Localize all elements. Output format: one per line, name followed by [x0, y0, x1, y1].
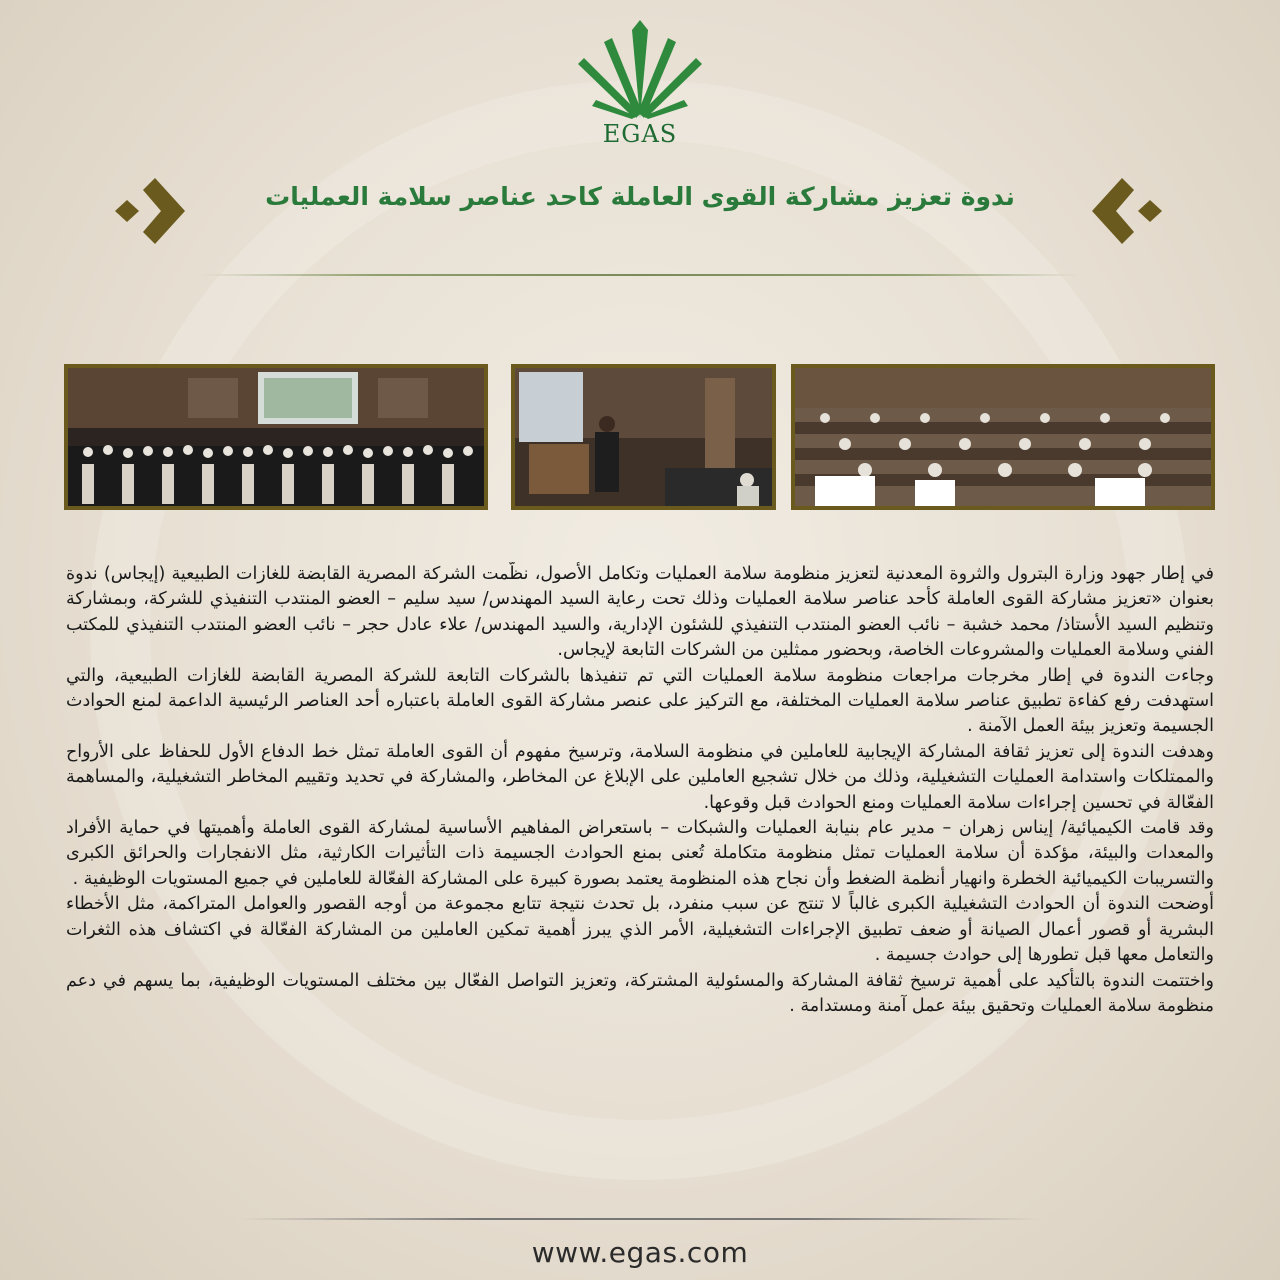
- article-body: [66, 562, 1214, 1202]
- audience-seated-image: [795, 368, 1211, 506]
- egas-logo: [570, 20, 710, 155]
- paragraph: وجاءت الندوة في إطار مخرجات مراجعات منظومة سلامة العمليات التي تم تنفيذها بالشركات التابعة للشركة المصرية القابضة للغازات الطبيعية، والتي استهدفت رفع كفاءة تطبيق عناصر سلامة العمليات المختلفة، مع التركيز على عنصر مشاركة القوى العاملة باعتباره أحد العناصر الرئيسية الداعمة لمنع الحوادث الجسيمة وتعزيز بيئة العمل الآمنة .: [66, 665, 1214, 737]
- paragraph: أوضحت الندوة أن الحوادث التشغيلية الكبرى غالباً لا تنتج عن سبب منفرد، بل تحدث نتيجة تتابع مجموعة من أوجه القصور والعوامل المتراكمة، مثل الأخطاء البشرية أو قصور أعمال الصيانة أو ضعف تطبيق الإجراءات التشغيلية، الأمر الذي يبرز أهمية تمكين العاملين من المشاركة الفعّالة في اكتشاف هذه الثغرات والتعامل معها قبل تطورها إلى حوادث جسيمة .: [66, 894, 1214, 966]
- egas-plant-logo-icon: [570, 20, 710, 125]
- website-link[interactable]: www.egas.com: [531, 1236, 749, 1269]
- photo-audience: [791, 364, 1215, 510]
- logo-text: EGAS: [602, 120, 678, 148]
- paragraph: وهدفت الندوة إلى تعزيز ثقافة المشاركة الإيجابية للعاملين في منظومة السلامة، وترسيخ مفهوم أن القوى العاملة تمثل خط الدفاع الأول للحفاظ على الأرواح والممتلكات واستدامة العمليات التشغيلية، وذلك من خلال تشجيع العاملين على الإبلاغ عن المخاطر، والمشاركة في تحديد وتقييم المخاطر التشغيلية، والمساهمة الفعّالة في تحسين إجراءات سلامة العمليات ومنع الحوادث قبل وقوعها.: [66, 741, 1214, 813]
- paragraph: واختتمت الندوة بالتأكيد على أهمية ترسيخ ثقافة المشاركة والمسئولية المشتركة، وتعزيز التواصل الفعّال بين مختلف المستويات الوظيفية، بما يسهم في دعم منظومة سلامة العمليات وتحقيق بيئة عمل آمنة ومستدامة .: [66, 970, 1214, 1016]
- group-photo-image: [68, 368, 484, 506]
- photo-group: [64, 364, 488, 510]
- paragraph: وقد قامت الكيميائية/ إيناس زهران – مدير عام بنيابة العمليات والشبكات – باستعراض المفاهيم الأساسية لمشاركة القوى العاملة وأهميتها في حماية الأفراد والمعدات والبيئة، مؤكدة أن سلامة العمليات تمثل منظومة متكاملة تُعنى بمنع الحوادث الجسيمة ذات التأثيرات الكارثية، مثل الانفجارات والحرائق الكبرى والتسريبات الكيميائية الخطرة وانهيار أنظمة الضغط وأن نجاح هذه المنظومة يعتمد بصورة كبيرة على المشاركة الفعّالة للعاملين في جميع المستويات الوظيفية .: [66, 818, 1214, 889]
- footer-divider: [240, 1218, 1040, 1220]
- speaker-podium-image: [515, 368, 772, 506]
- chevron-left-ornament-icon: [115, 178, 185, 244]
- photo-speaker: [511, 364, 776, 510]
- paragraph: في إطار جهود وزارة البترول والثروة المعدنية لتعزيز منظومة سلامة العمليات وتكامل الأصول، نظّمت الشركة المصرية القابضة للغازات الطبيعية (إيجاس) ندوة بعنوان «تعزيز مشاركة القوى العاملة كأحد عناصر سلامة العمليات وذلك تحت رعاية السيد المهندس/ سيد سليم – العضو المنتدب التنفيذي للشركة، وبمشاركة وتنظيم السيد الأستاذ/ محمد خشبة – نائب العضو المنتدب التنفيذي للشئون الإدارية، والسيد المهندس/ علاء عادل حجر – نائب العضو المنتدب التنفيذي للمكتب الفني وسلامة العمليات والمشروعات الخاصة، وبحضور ممثلين من الشركات التابعة لإيجاس.: [66, 564, 1214, 661]
- page-title: ندوة تعزيز مشاركة القوى العاملة كاحد عناصر سلامة العمليات: [265, 182, 1015, 211]
- title-divider: [200, 274, 1080, 276]
- chevron-right-ornament-icon: [1092, 178, 1162, 244]
